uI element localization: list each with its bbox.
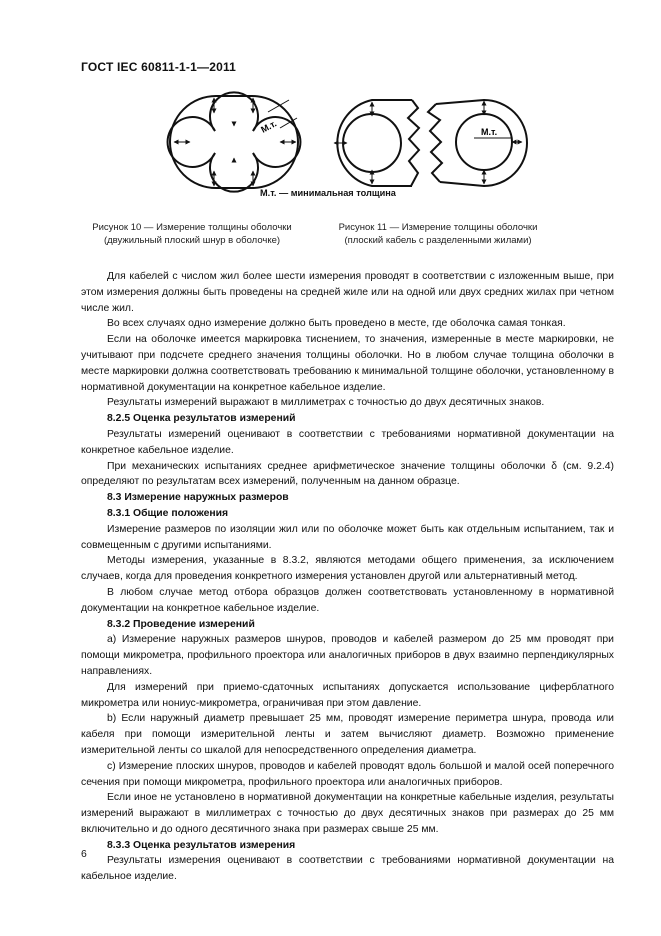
page-number: 6 [81, 849, 87, 860]
fig11-right-break [428, 104, 442, 182]
paragraph: Во всех случаях одно измерение должно быть проведено в месте, где оболочка самая тонкая. [107, 318, 566, 330]
section-heading-8-3-1: 8.3.1 Общие положения [107, 507, 229, 519]
figure-11-caption-line1: Рисунок 11 — Измерение толщины оболочки [338, 222, 538, 233]
section-heading-8-3-3: 8.3.3 Оценка результатов измерения [107, 839, 296, 851]
figure-11-caption-line2: (плоский кабель с разделенными жилами) [344, 235, 532, 246]
figure-10-caption-line2: (двужильный плоский шнур в оболочке) [103, 235, 281, 246]
fig11-right-sheath [436, 100, 527, 186]
figure-11-caption [327, 221, 549, 247]
standard-header: ГОСТ IEC 60811-1-1—2011 [81, 60, 237, 74]
paragraph: Для измерений при приемо-сдаточных испытаниях допускается использование циферблатного микрометра или нониус-микрометра, ограничивая при этом давление. [81, 681, 614, 709]
figure-10-caption [86, 221, 298, 247]
paragraph: В любом случае метод отбора образцов должен соответствовать установленному в нормативной документации на конкретное кабельное изделие. [81, 586, 614, 614]
figure-10-caption-line1: Рисунок 10 — Измерение толщины оболочки [92, 222, 292, 233]
figure-legend: М.т. — минимальная толщина [260, 188, 396, 198]
paragraph: При механических испытаниях среднее арифметическое значение толщины оболочки δ (см. 9.2.4) определяют по результатам всех измерений, полученным на данном образце. [81, 460, 614, 488]
fig11-arrows [334, 101, 522, 184]
fig11-left-break [408, 100, 419, 186]
section-heading-8-3-2: 8.3.2 Проведение измерений [107, 618, 255, 630]
paragraph: Измерение размеров по изоляции жил или по оболочке может быть как отдельным испытанием, так и совмещенным с другими испытаниями. [81, 523, 614, 551]
section-heading-8-2-5: 8.2.5 Оценка результатов измерений [107, 413, 296, 425]
paragraph: Для кабелей с числом жил более шести измерения проводят в соответствии с изложенным выше, при этом измерения должны быть проведены на средней жиле или на одной или двух средних жилах при четном числе жил. [81, 271, 614, 314]
paragraph: Результаты измерений оценивают в соответствии с требованиями нормативной документации на конкретное кабельное изделие. [81, 428, 614, 456]
body-text [81, 269, 614, 885]
paragraph: Методы измерения, указанные в 8.3.2, являются методами общего применения, за исключением случаев, когда для проведения конкретного измерения установлен другой или альтернативный метод. [81, 555, 614, 583]
fig10-arrows [174, 98, 297, 186]
fig10-mt-label: М.т. [259, 118, 279, 135]
paragraph: b) Если наружный диаметр превышает 25 мм, проводят измерение периметра шнура, провода или кабеля при помощи измерительной ленты и затем вычисляют диаметр. Возможно применение измерительной ленты со шкалой для непосредственного определения диаметра. [81, 713, 614, 756]
section-heading-8-3: 8.3 Измерение наружных размеров [107, 492, 289, 504]
paragraph: c) Измерение плоских шнуров, проводов и кабелей проводят вдоль большой и малой осей поперечного сечения при помощи микрометра, профильного проектора или аналогичных приборов. [81, 760, 614, 788]
fig11-mt-label: М.т. [481, 127, 498, 137]
paragraph: Результаты измерений выражают в миллиметрах с точностью до двух десятичных знаков. [107, 397, 545, 409]
figure-11-drawing [337, 100, 527, 186]
paragraph: Если иное не установлено в нормативной документации на конкретные кабельные изделия, результаты измерений выражают в миллиметрах с точностью до двух десятичных знаков при размерах до 25 мм включительно и до одного десятичного знака при размерах свыше 25 мм. [81, 792, 614, 835]
paragraph: Результаты измерения оценивают в соответствии с требованиями нормативной документации на кабельное изделие. [81, 855, 614, 883]
fig11-left-core [343, 114, 401, 172]
paragraph: а) Измерение наружных размеров шнуров, проводов и кабелей размером до 25 мм проводят при помощи микрометра, профильного проектора или аналогичных приборов в двух взаимно перпендикулярных направлениях. [81, 634, 614, 677]
paragraph: Если на оболочке имеется маркировка тиснением, то значения, измеренные в месте маркировки, не учитывают при подсчете среднего значения толщины оболочки. Но в любом случае толщина оболочки в месте маркировки должна соответствовать требованию к минимальной толщине оболочки, установленному в нормативной документации на конкретное кабельное изделие. [81, 334, 614, 393]
fig11-right-core [456, 114, 512, 170]
